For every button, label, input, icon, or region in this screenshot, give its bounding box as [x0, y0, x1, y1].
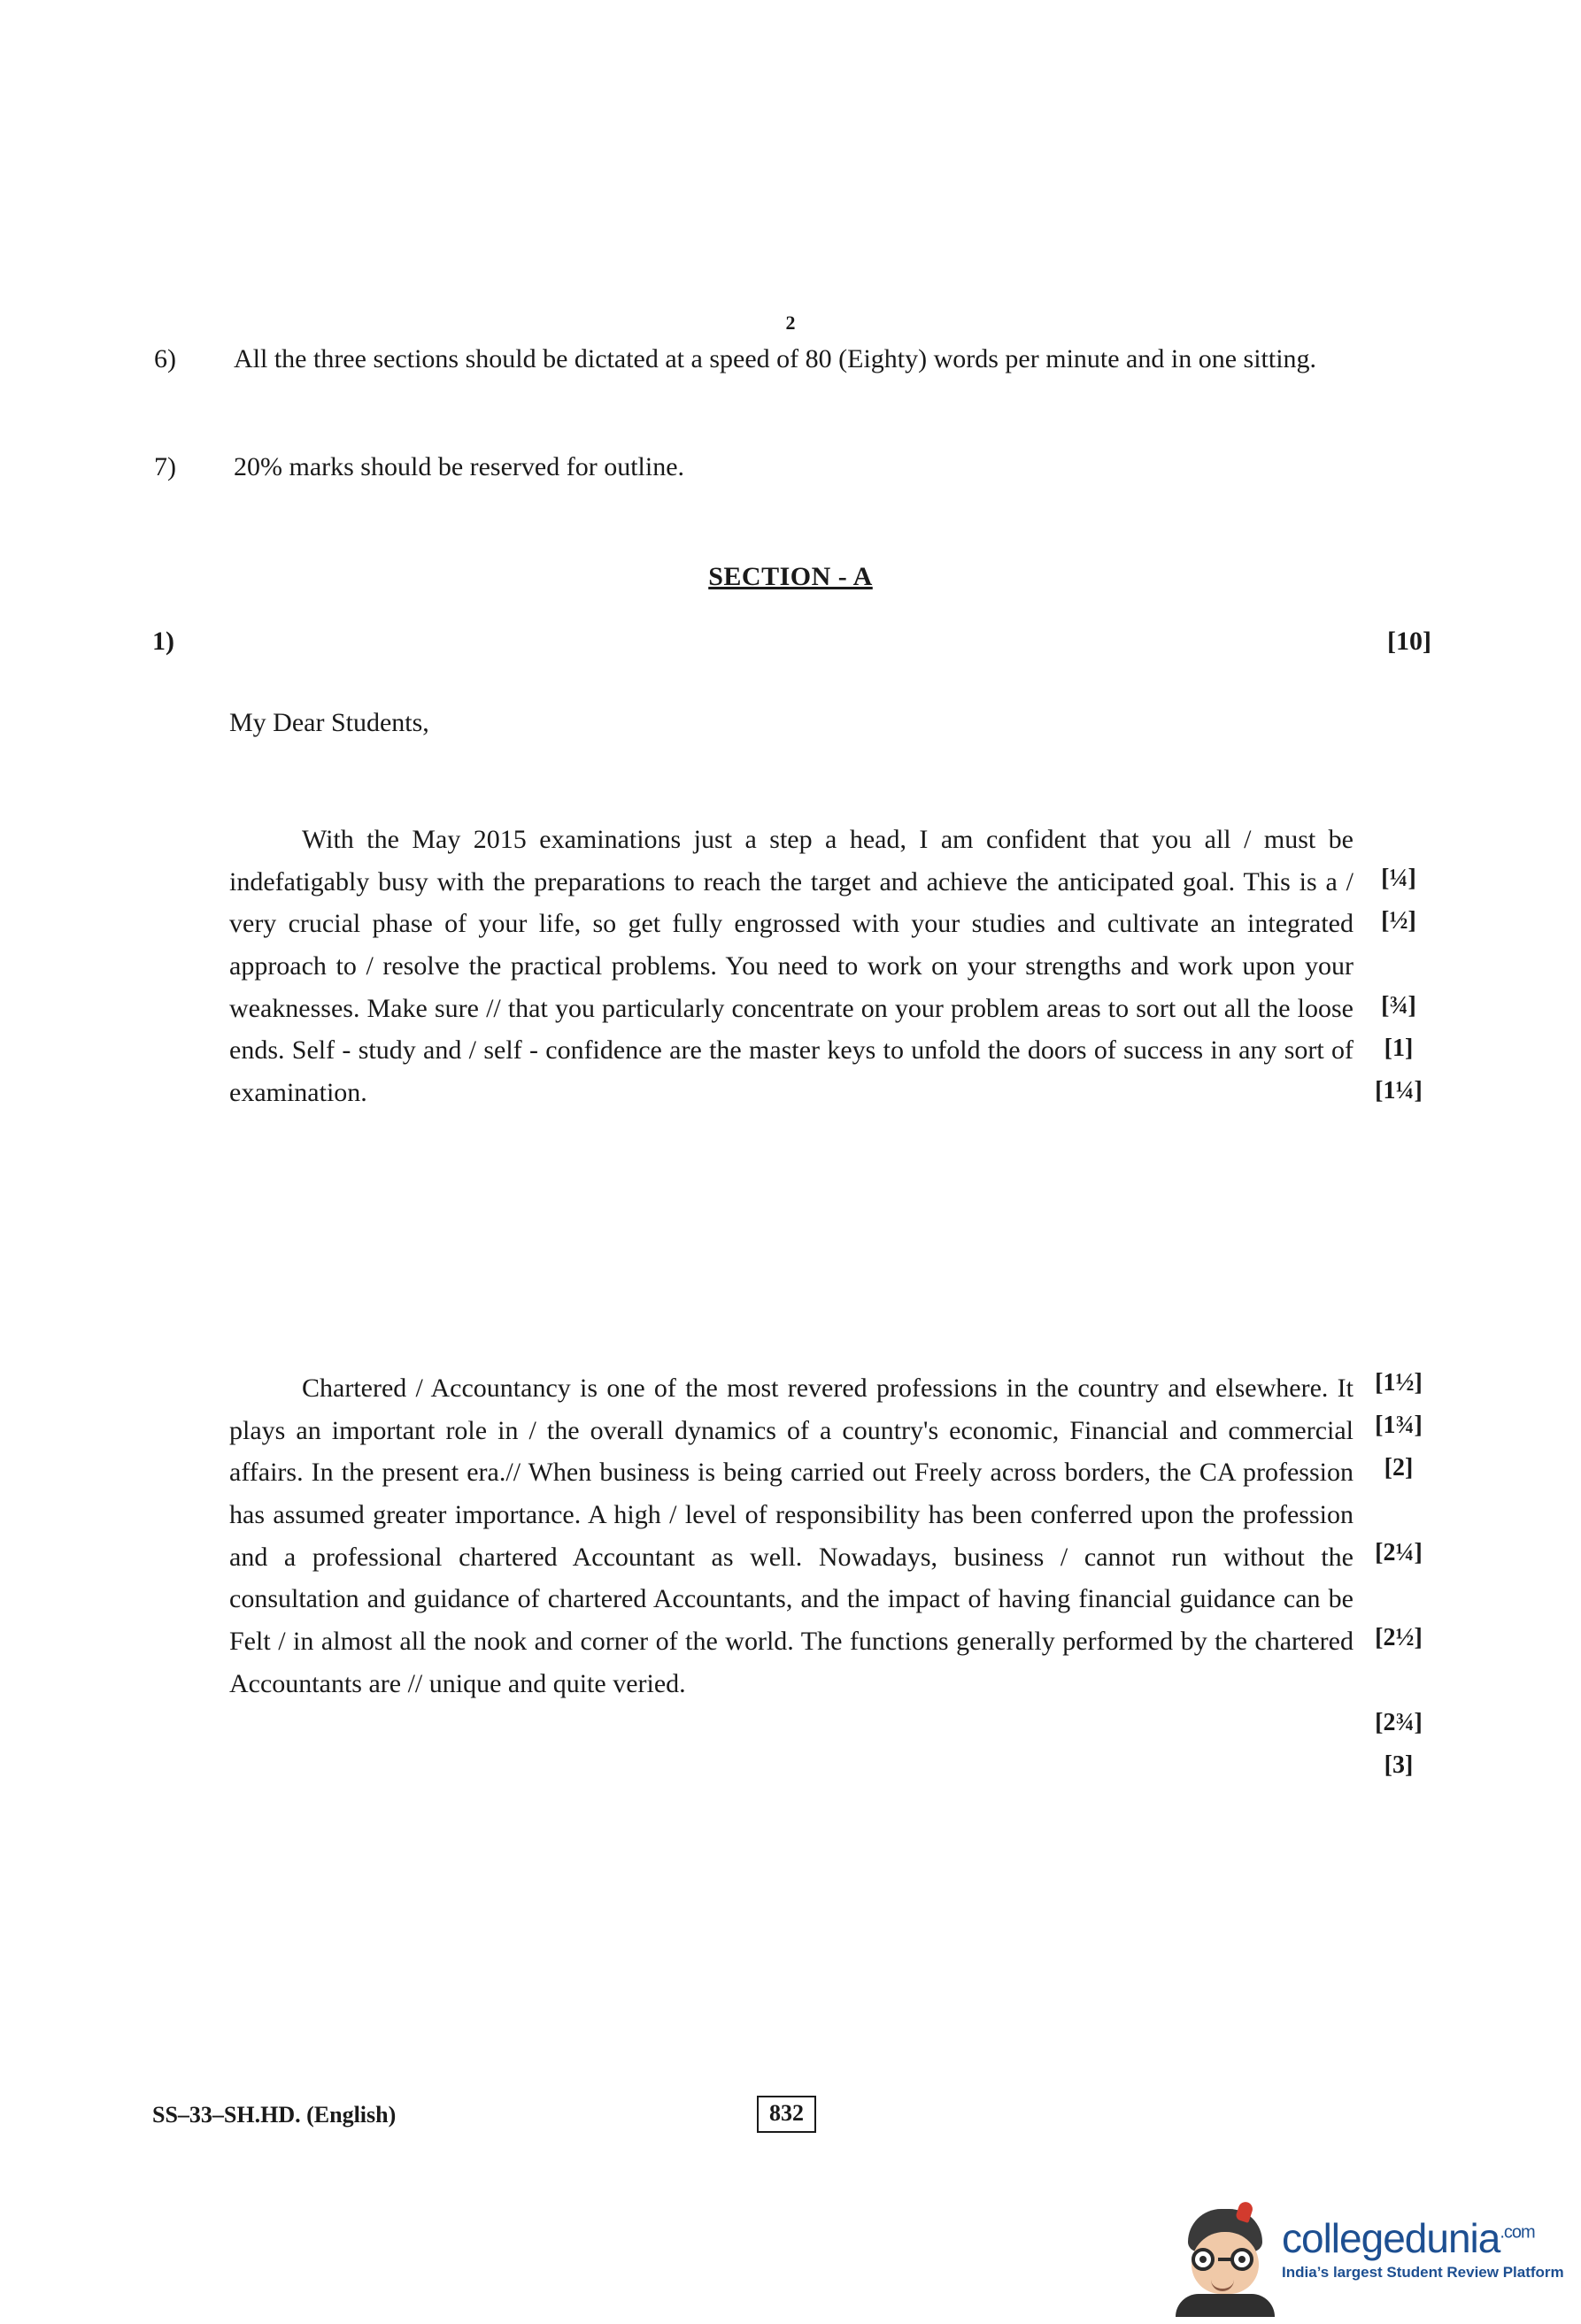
mark-label: [1¼] [1375, 1077, 1423, 1104]
mark-label: [¾] [1381, 992, 1416, 1020]
instruction-text: 20% marks should be reserved for outline. [234, 452, 685, 481]
instruction-item [152, 341, 1446, 379]
mark-label: [2¼] [1375, 1539, 1423, 1566]
instruction-item [152, 449, 1446, 487]
brand-tld: .com [1500, 2222, 1535, 2243]
mark-label: [1½] [1375, 1369, 1423, 1397]
question-marks: [10] [1387, 627, 1431, 656]
collegedunia-watermark [1168, 2204, 1562, 2310]
brand-tagline: India’s largest Student Review Platform [1282, 2264, 1564, 2281]
marks-column [1346, 1367, 1452, 1863]
passage-1-text: With the May 2015 examinations just a step a head, I am confident that you all / must be indefatigably busy with the preparations to reach the target and achieve the anticipated goal. This is a / very crucial phase of your life, so get fully engrossed with your studies and cultivate an integrated approach to / resolve the practical problems. You need to work on your strengths and work upon your weaknesses. Make sure // that you particularly concentrate on your problem areas to sort out all the loose ends. Self - study and / self - confidence are the master keys to unfold the doors of success in any sort of examination. [229, 825, 1353, 1108]
brand-name [1282, 2214, 1561, 2262]
mark-label: [2¾] [1375, 1709, 1423, 1736]
mark-label: [½] [1381, 907, 1416, 935]
marks-column [1346, 819, 1452, 1261]
question-header-row [152, 627, 1431, 657]
passage-2-text: Chartered / Accountancy is one of the most revered professions in the country and elsewhere. It plays an important role in / the overall dynamics of a country's economic, Financial and commercial affairs. In the present era.// When business is being carried out Freely across borders, the CA profession has assumed greater importance. A high / level of responsibility has been conferred upon the profession and a professional chartered Accountant as well. Nowadays, business / cannot run without the consultation and guidance of chartered Accountants, and the impact of having financial guidance can be Felt / in almost all the nook and corner of the world. The functions generally performed by the chartered Accountants are // unique and quite veried. [229, 1374, 1353, 1698]
instruction-number: 6) [154, 344, 176, 373]
mark-label: [1] [1384, 1035, 1414, 1062]
question-number: 1) [152, 627, 174, 656]
passage-text [229, 819, 1353, 1114]
shoulders-shape [1176, 2294, 1275, 2317]
page-number: 2 [785, 312, 796, 334]
passage-block [229, 1367, 1353, 1705]
mark-label: [3] [1384, 1751, 1414, 1779]
eye-right [1238, 2256, 1246, 2263]
mark-label: [¼] [1381, 865, 1416, 892]
brand-second: dunia [1404, 2215, 1500, 2261]
mark-label: [1¾] [1375, 1412, 1423, 1439]
instruction-text: All the three sections should be dictated at a speed of 80 (Eighty) words per minute and in one sitting. [234, 344, 1317, 373]
mark-label: [2½] [1375, 1624, 1423, 1651]
glasses-icon [1186, 2248, 1264, 2271]
eye-left [1199, 2256, 1207, 2263]
student-avatar-icon [1176, 2209, 1273, 2308]
boxed-paper-number: 832 [757, 2096, 816, 2133]
paper-code: SS–33–SH.HD. (English) [152, 2102, 397, 2128]
passage-salutation: My Dear Students, [229, 708, 429, 737]
passage-text [229, 1367, 1353, 1705]
glasses-bridge [1218, 2258, 1232, 2261]
mark-label: [2] [1384, 1454, 1414, 1481]
passage-block [229, 819, 1353, 1114]
instruction-number: 7) [154, 452, 176, 481]
section-heading: SECTION - A [708, 562, 873, 591]
watermark-text [1282, 2214, 1564, 2282]
brand-first: college [1282, 2215, 1405, 2261]
